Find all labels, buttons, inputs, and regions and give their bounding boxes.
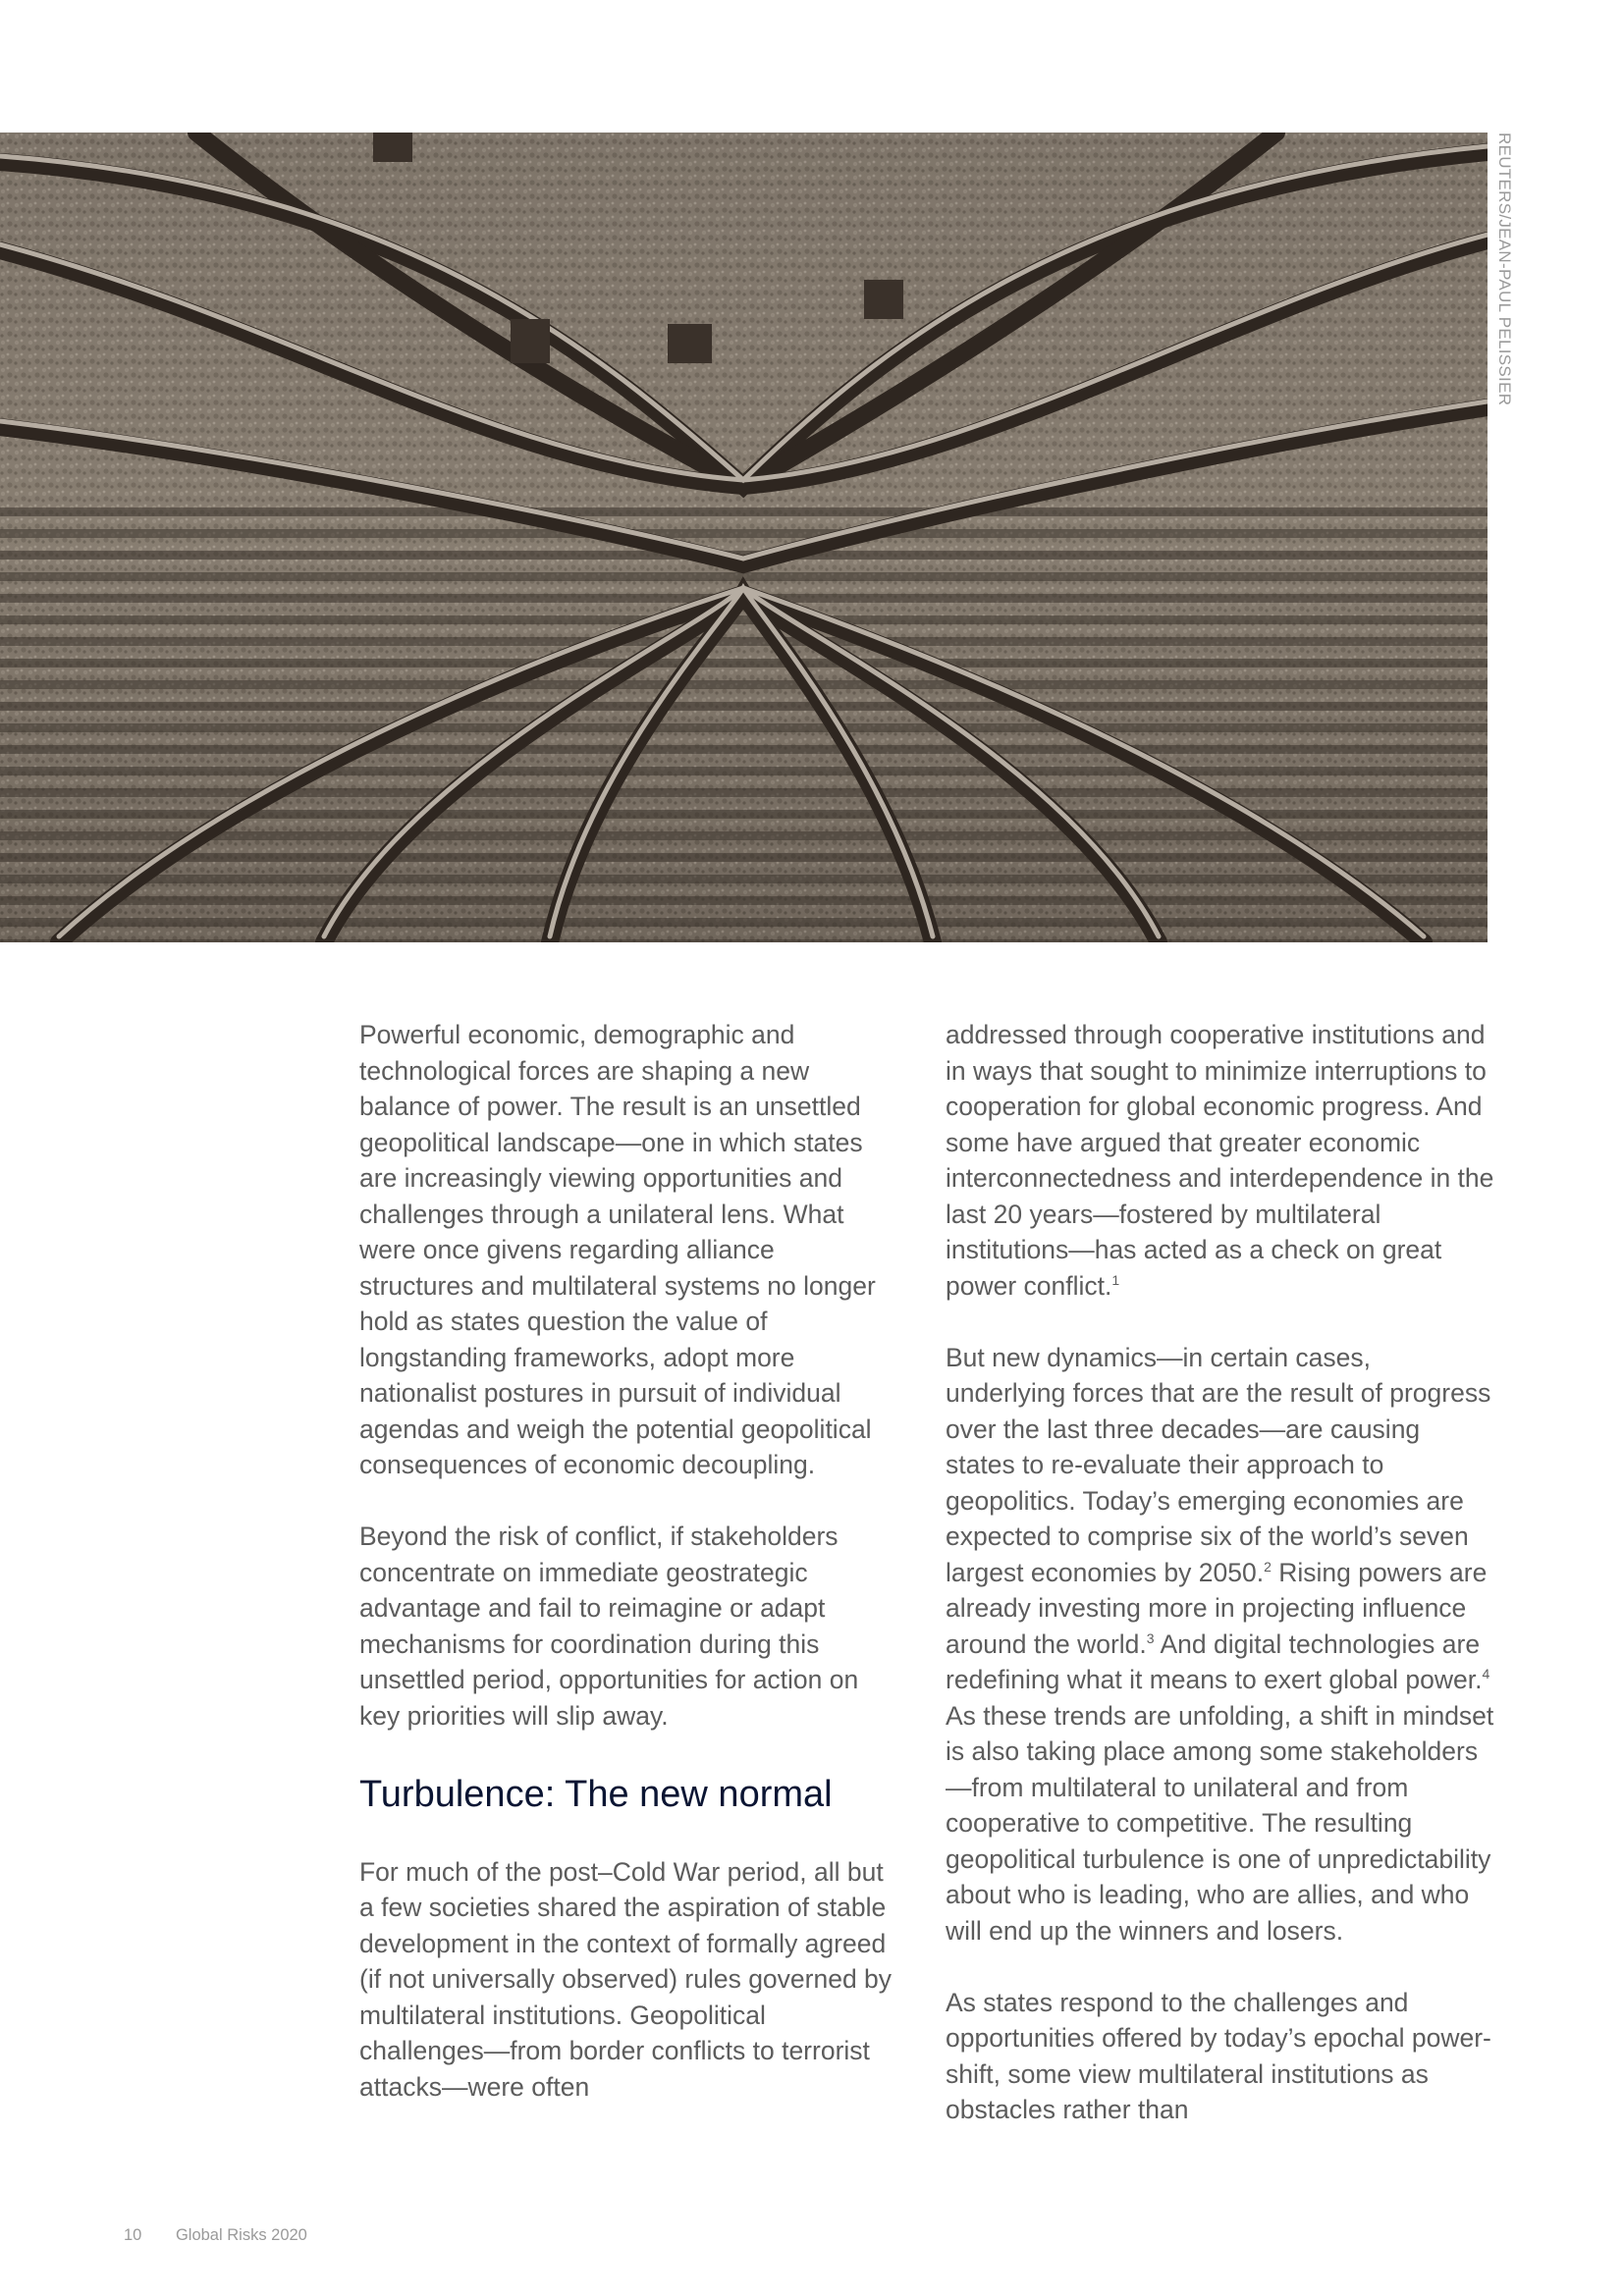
page-number: 10 <box>124 2226 142 2244</box>
footnote-ref[interactable]: 2 <box>1264 1558 1272 1575</box>
paragraph <box>946 1340 1495 1949</box>
publication-title: Global Risks 2020 <box>175 2226 307 2244</box>
paragraph: Powerful economic, demographic and technological forces are shaping a new balance of power. The result is an unsettled geopolitical landscape—one in which states are increasingly viewing opportunities and challenges through a unilateral lens. What were once givens regarding alliance structures and multilateral systems no longer hold as states question the value of longstanding frameworks, adopt more nationalist postures in pursuit of individual agendas and weigh the potential geopolitical consequences of economic decoupling. <box>359 1020 876 1479</box>
paragraph <box>946 1017 1495 1304</box>
hero-photo <box>0 133 1488 942</box>
left-column <box>359 1017 894 2141</box>
railway-tracks-image <box>0 133 1488 942</box>
paragraph: For much of the post–Cold War period, all but a few societies shared the aspiration of stable development in the context of formally agreed (if not universally observed) rules governed by multilateral institutions. Geopolitical challenges—from border conflicts to terrorist attacks—were often <box>359 1856 893 2102</box>
footnote-ref[interactable]: 4 <box>1482 1666 1490 1682</box>
section-heading: Turbulence: The new normal <box>359 1773 833 1815</box>
paragraph-text: As these trends are unfolding, a shift in mindset is also taking place among some stakeholders—from multilateral to unilateral and from cooperative to competitive. The resulting geopolitical turbulence is one of unpredictability about who is leading, who are allies, and who will end up the winners and losers. <box>946 1700 1494 1946</box>
paragraph-text: And digital technologies are redefining what it means to exert global power. <box>946 1629 1483 1694</box>
paragraph-text: But new dynamics—in certain cases, underlying forces that are the result of progress over the last three decades—are causing states to re-evaluate their approach to geopolitics. Today’s emerging economies are expected to comprise six of the world’s seven largest economies by 2050. <box>946 1342 1491 1587</box>
paragraph-text: addressed through cooperative institutions and in ways that sought to minimize interruptions to cooperation for global economic progress. And some have argued that greater economic interconnectedness and interdependence in the last 20 years—fostered by multilateral institutions—has acted as a check on great power conflict. <box>946 1020 1494 1301</box>
footnote-ref[interactable]: 3 <box>1146 1629 1155 1646</box>
paragraph-text: Rising powers are already investing more in projecting influence around the world. <box>946 1557 1488 1659</box>
paragraph: Beyond the risk of conflict, if stakeholders concentrate on immediate geostrategic advantage and fail to reimagine or adapt mechanisms for coordination during this unsettled period, opportunities for action on key priorities will slip away. <box>359 1522 859 1731</box>
paragraph: As states respond to the challenges and opportunities offered by today’s epochal power-shift, some view multilateral institutions as obstacles rather than <box>946 1987 1491 2124</box>
right-column <box>946 1017 1495 2163</box>
photo-credit: REUTERS/JEAN-PAUL PELISSIER <box>1495 133 1514 406</box>
page-footer <box>124 2226 337 2245</box>
footnote-ref[interactable]: 1 <box>1111 1271 1120 1288</box>
